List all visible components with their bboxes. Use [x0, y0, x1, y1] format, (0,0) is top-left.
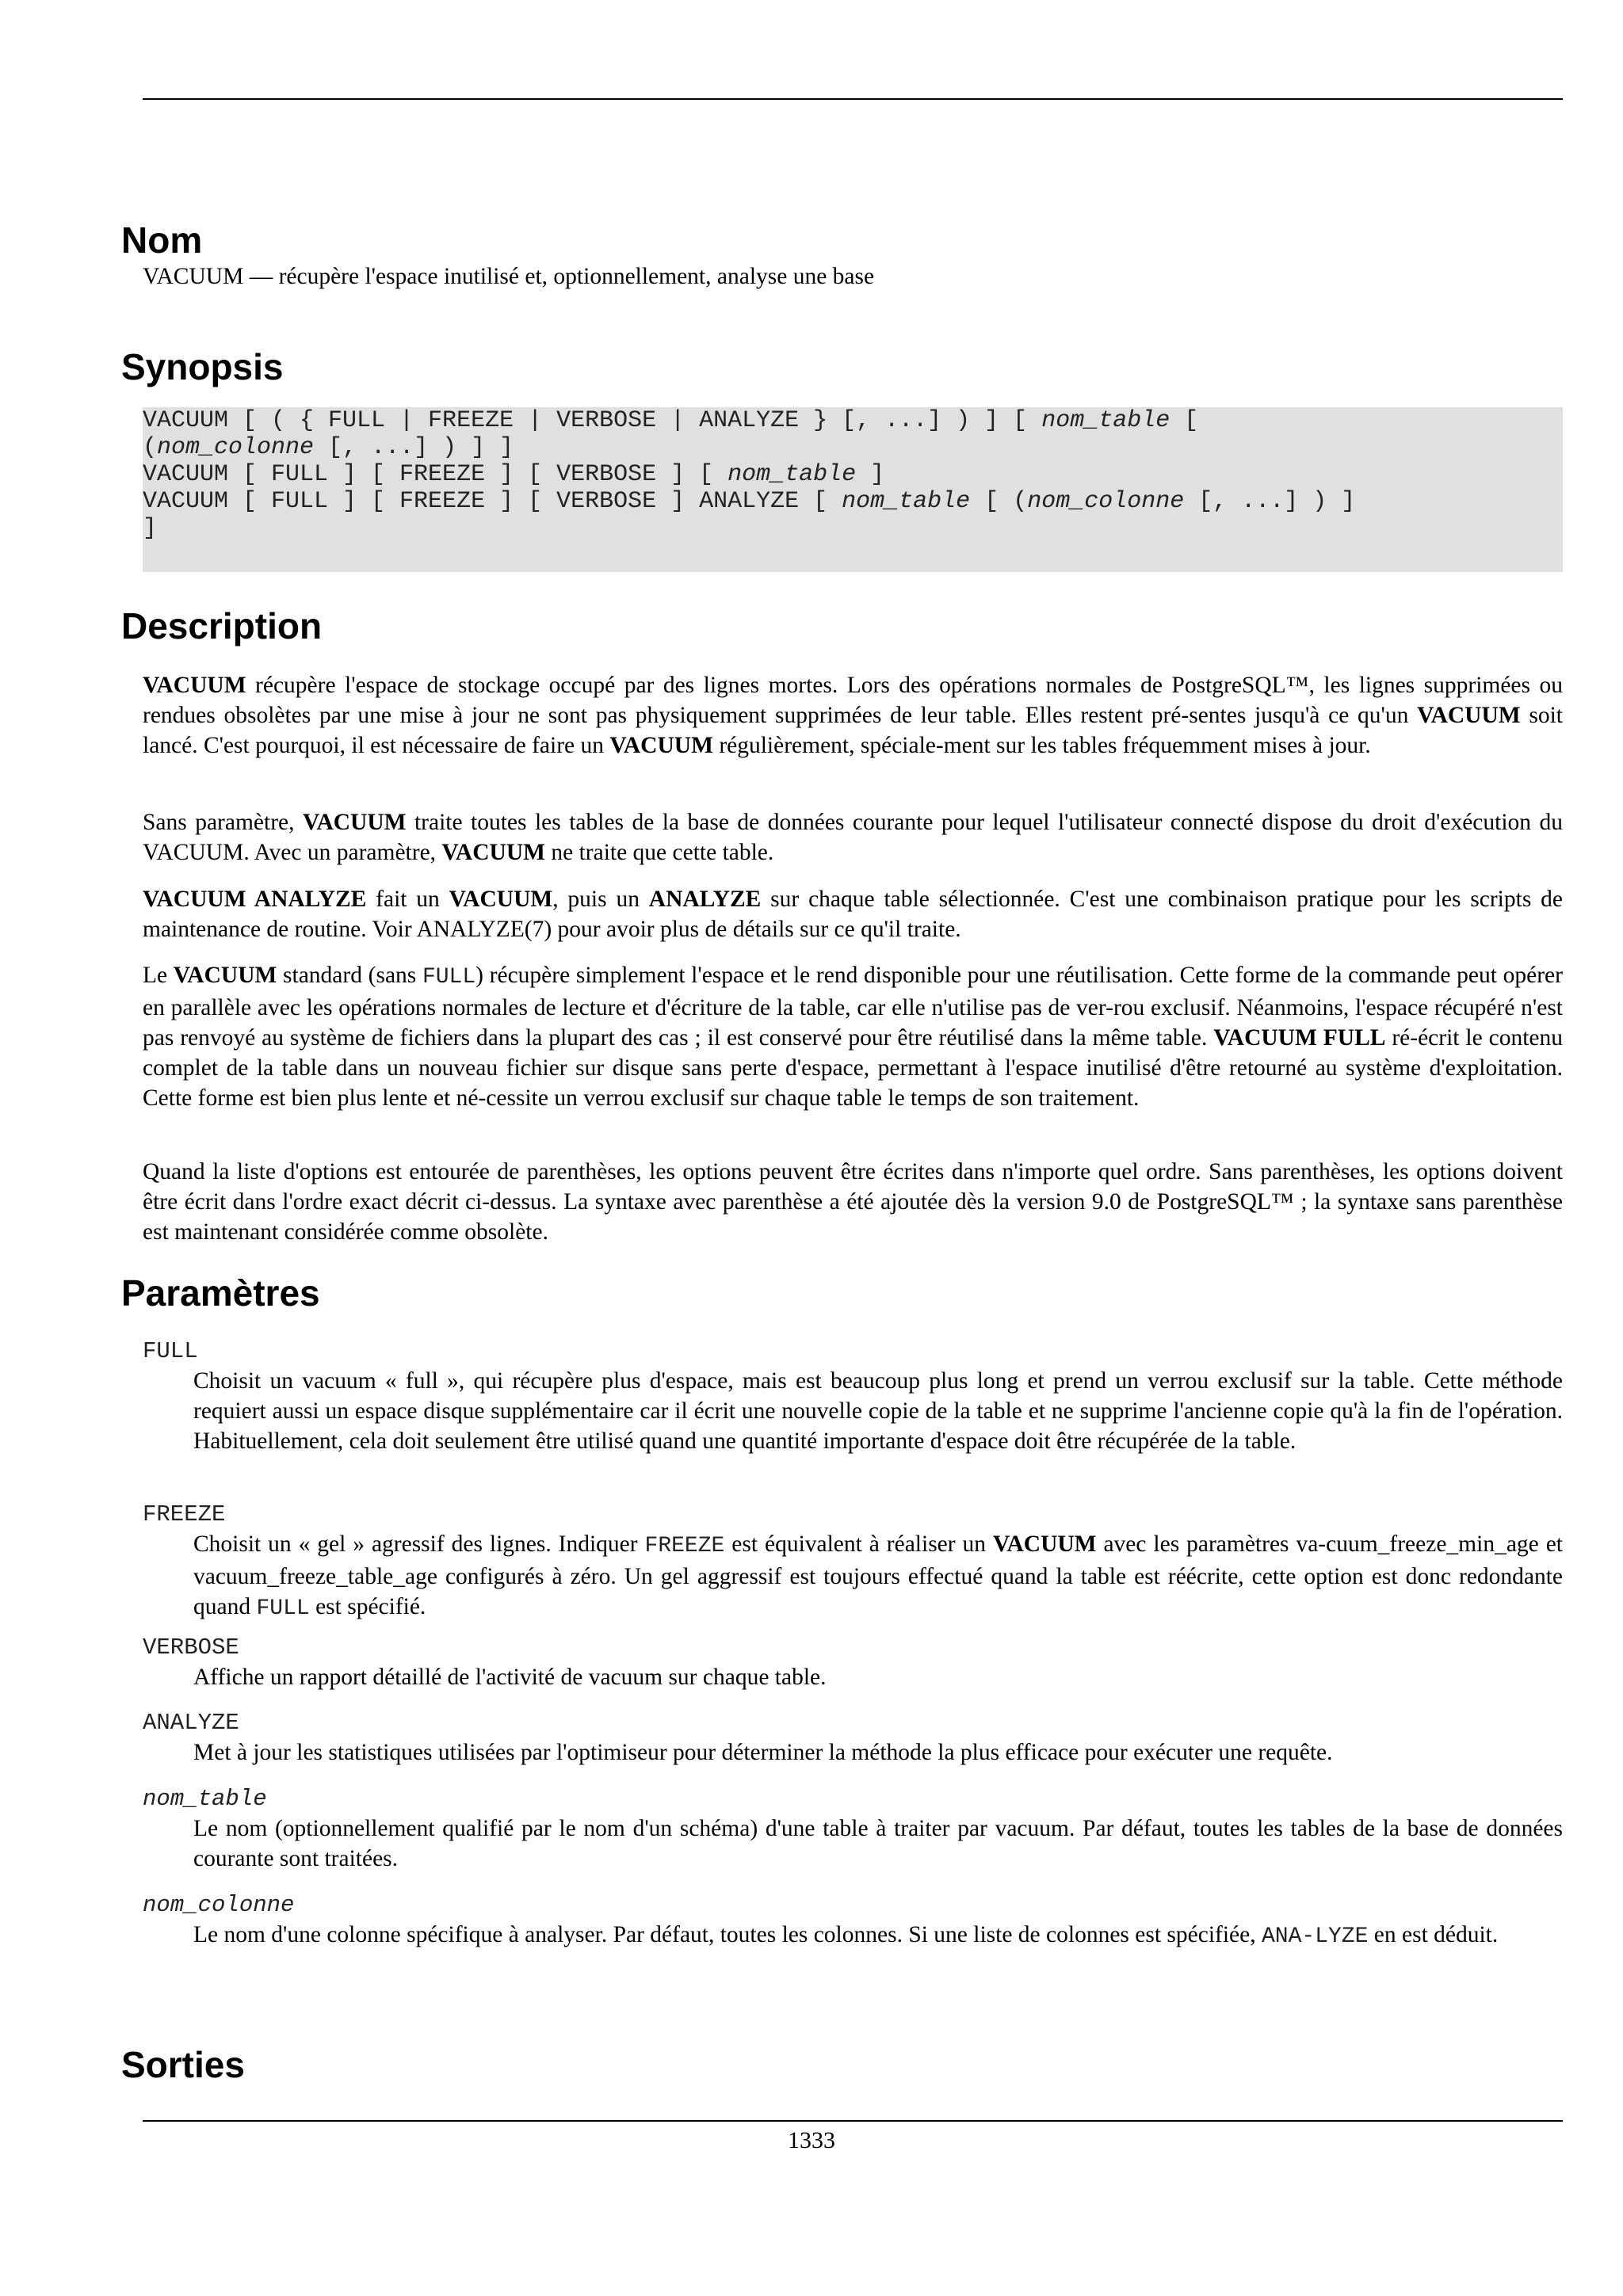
page-number: 1333 — [788, 2127, 835, 2153]
top-rule — [143, 98, 1563, 100]
param-term-freeze: FREEZE — [143, 1501, 226, 1527]
synopsis-code-block — [143, 407, 1563, 572]
param-def-nom-table: Le nom (optionnellement qualifié par le nom d'un schéma) d'une table à traiter par vacuum. Par défaut, toutes les tables de la base de données courante sont traitées. — [193, 1816, 1563, 1871]
section-title-nom: Nom — [121, 219, 203, 261]
param-def-full: Choisit un vacuum « full », qui récupère plus d'espace, mais est beaucoup plus long et prend un verrou exclusif sur la table. Cette méthode requiert aussi un espace disque supplémentaire car il écrit une nouvelle copie de la table et ne supprime l'ancienne copie qu'à la fin de l'opération. Habituellement, cela doit seulement être utilisé quand une quantité importante d'espace doit être récupérée de la table. — [193, 1368, 1563, 1454]
param-def-analyze: Met à jour les statistiques utilisées par l'optimiseur pour déterminer la méthode la plus efficace pour exécuter une requête. — [193, 1740, 1333, 1765]
section-title-sorties: Sorties — [121, 2044, 245, 2085]
synopsis-code: VACUUM [ ( { FULL | FREEZE | VERBOSE | ANALYZE } [, ...] ) ] [ nom_table [ (nom_colonne [, ...] ) ] ] VACUUM [ FULL ] [ FREEZE ] [ VERBOSE ] [ nom_table ] VACUUM [ FULL ] [ FREEZE ] [ VERBOSE ] ANALYZE [ nom_table [ (nom_colonne [, ...] ) ] ] — [143, 407, 1356, 542]
param-def-nom-colonne: Le nom d'une colonne spécifique à analyser. Par défaut, toutes les colonnes. Si une liste de colonnes est spécifiée, ANA-LYZE en est déduit. — [193, 1922, 1499, 1949]
param-def-freeze: Choisit un « gel » agressif des lignes. Indiquer FREEZE est équivalent à réaliser un VACUUM avec les paramètres va-cuum_freeze_min_age et vacuum_freeze_table_age configurés à zéro. Un gel aggressif est toujours effectué quand la table est réécrite, cette option est donc redondante quand FULL est spécifié. — [193, 1531, 1563, 1621]
description-paragraph-1: VACUUM récupère l'espace de stockage occupé par des lignes mortes. Lors des opérations normales de PostgreSQL™, les lignes supprimées ou rendues obsolètes par une mise à jour ne sont pas physiquement supprimées de leur table. Elles restent pré-sentes jusqu'à ce qu'un VACUUM soit lancé. C'est pourquoi, il est nécessaire de faire un VACUUM régulièrement, spéciale-ment sur les tables fréquemment mises à jour. — [143, 673, 1563, 758]
description-paragraph-4: Le VACUUM standard (sans FULL) récupère simplement l'espace et le rend disponible pour une réutilisation. Cette forme de la commande peut opérer en parallèle avec les opérations normales de lecture et d'écriture de la table, car elle n'utilise pas de ver-rou exclusif. Néanmoins, l'espace récupéré n'est pas renvoyé au système de fichiers dans la plupart des cas ; il est conservé pour être réutilisé dans la même table. VACUUM FULL ré-écrit le contenu complet de la table dans un nouveau fichier sur disque sans perte d'espace, permettant à l'espace inutilisé d'être retourné au système d'exploitation. Cette forme est bien plus lente et né-cessite un verrou exclusif sur chaque table le temps de son traitement. — [143, 963, 1563, 1111]
param-term-analyze: ANALYZE — [143, 1710, 239, 1736]
nom-text: VACUUM — récupère l'espace inutilisé et, optionnellement, analyse une base — [143, 264, 875, 289]
bottom-rule — [143, 2120, 1563, 2122]
param-def-verbose: Affiche un rapport détaillé de l'activité de vacuum sur chaque table. — [193, 1665, 827, 1690]
param-term-nom-table: nom_table — [143, 1786, 267, 1812]
description-paragraph-3: VACUUM ANALYZE fait un VACUUM, puis un ANALYZE sur chaque table sélectionnée. C'est une combinaison pratique pour les scripts de maintenance de routine. Voir ANALYZE(7) pour avoir plus de détails sur ce qu'il traite. — [143, 887, 1563, 942]
description-paragraph-2: Sans paramètre, VACUUM traite toutes les tables de la base de données courante pour lequel l'utilisateur connecté dispose du droit d'exécution du VACUUM. Avec un paramètre, VACUUM ne traite que cette table. — [143, 810, 1563, 865]
section-title-parametres: Paramètres — [121, 1272, 320, 1314]
param-term-verbose: VERBOSE — [143, 1634, 239, 1661]
section-title-description: Description — [121, 605, 323, 646]
description-paragraph-5: Quand la liste d'options est entourée de parenthèses, les options peuvent être écrites dans n'importe quel ordre. Sans parenthèses, les options doivent être écrit dans l'ordre exact décrit ci-dessus. La syntaxe avec parenthèse a été ajoutée dès la version 9.0 de PostgreSQL™ ; la syntaxe sans parenthèse est maintenant considérée comme obsolète. — [143, 1159, 1563, 1245]
section-title-synopsis: Synopsis — [121, 346, 284, 387]
param-term-full: FULL — [143, 1338, 198, 1364]
param-term-nom-colonne: nom_colonne — [143, 1892, 295, 1918]
